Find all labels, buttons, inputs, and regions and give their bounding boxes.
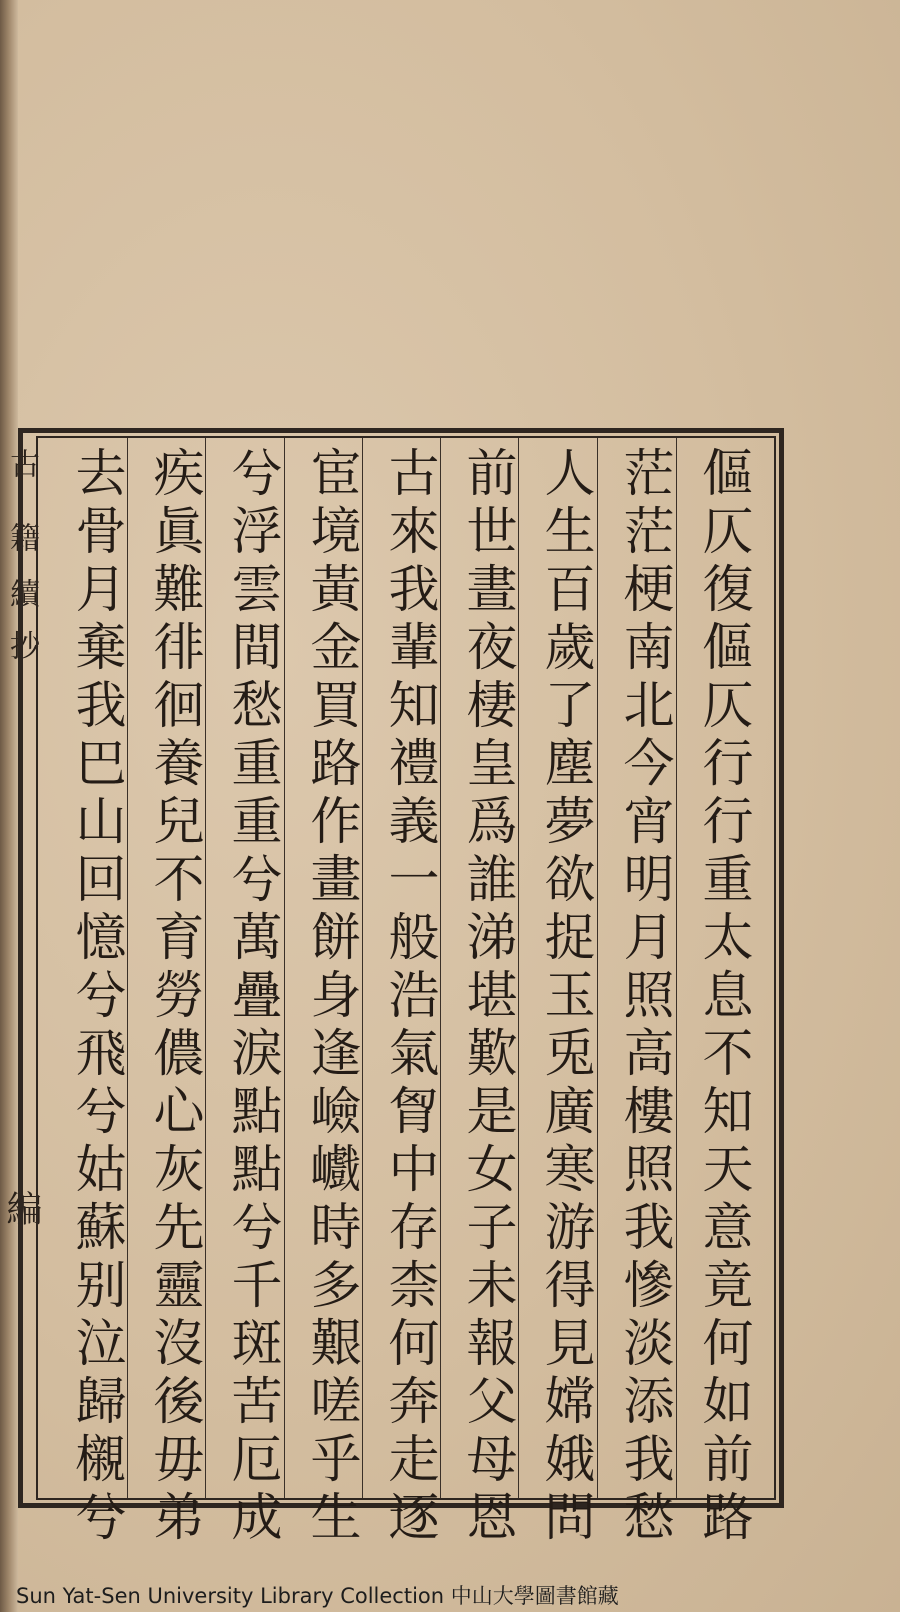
library-credit: Sun Yat-Sen University Library Collection 中山大學圖書館藏 [16, 1584, 619, 1608]
text-column-5: 古來我輩知禮義一般浩氣胷中存柰何奔走逐 [379, 446, 438, 1548]
text-column-1: 傴仄復傴仄行行重太息不知天意竟何如前路 [693, 446, 752, 1548]
book-spine [0, 0, 18, 1612]
spine-lower-char: 編 [1, 1190, 42, 1226]
spine-title-char-1: 古 [4, 448, 39, 478]
text-column-4: 前世晝夜棲皇爲誰涕堪歎是女子未報父母恩 [457, 446, 516, 1548]
spine-title-char-2: 籍 [4, 522, 39, 552]
text-column-3: 人生百歲了塵夢欲捉玉兎廣寒游得見嫦娥問 [535, 446, 594, 1548]
spine-title-char-4: 抄 [4, 630, 39, 660]
spine-title-char-3: 續 [4, 578, 39, 608]
text-column-7: 兮浮雲間愁重重兮萬疊淚點點兮千斑苦厄成 [222, 446, 281, 1548]
text-column-2: 茫茫梗南北今宵明月照高樓照我慘淡添我愁 [614, 446, 673, 1548]
text-column-6: 宦境黃金買路作畫餅身逢嶮巇時多艱嗟乎生 [301, 446, 360, 1548]
text-column-9: 去骨月棄我巴山回憶兮飛兮姑蘇别泣歸櫬兮 [66, 446, 125, 1548]
text-column-8: 疾眞難徘徊養兒不育勞儂心灰先靈沒後毋弟 [144, 446, 203, 1548]
